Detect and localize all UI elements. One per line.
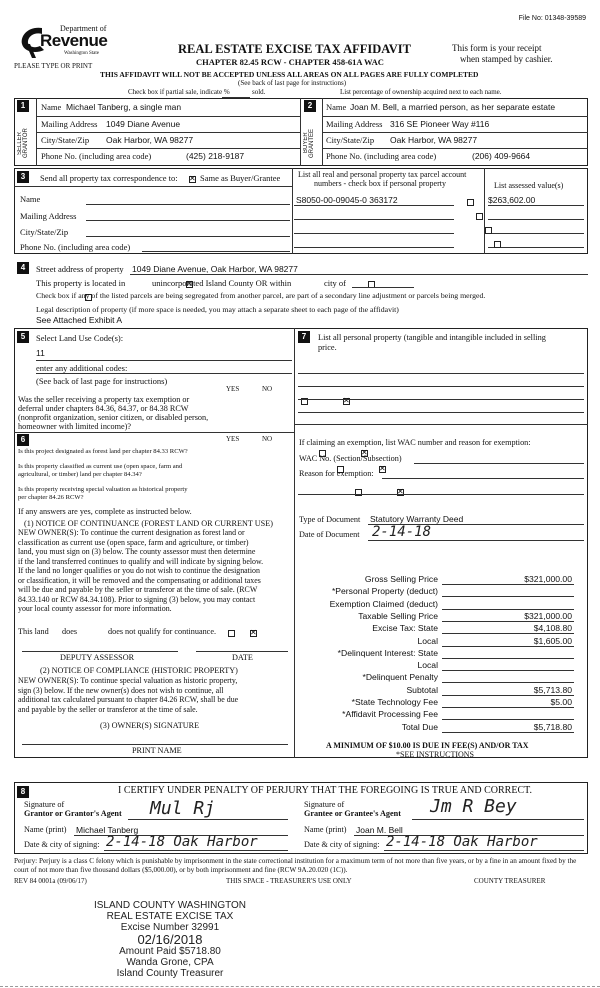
forest-question: Is this project designated as forest land per chapter 84.33 RCW? (18, 448, 188, 455)
sold-label: sold. (252, 88, 266, 96)
tax-row-label: Gross Selling Price (364, 574, 438, 584)
dor-logo (18, 22, 118, 60)
deputy-date-label: DATE (232, 653, 253, 662)
tax-row-label: Excise Tax: State (372, 623, 438, 634)
receipt-line-1: This form is your receipt (452, 43, 542, 53)
s5-no: NO (262, 385, 273, 393)
grantee-print-name[interactable]: Joan M. Bell (356, 825, 403, 835)
buyer-address-label: Mailing Address (326, 119, 383, 129)
legal-description-label: Legal description of property (if more space is needed, you may attach a separate sheet to each page of the affidavit) (36, 305, 399, 314)
current-use-q-2: agricultural, or timber) land per chapter 84.34? (18, 471, 142, 478)
logo-dept: Department of (60, 24, 107, 33)
tax-row-line (442, 658, 574, 659)
grantee-date-city[interactable]: 2-14-18 Oak Harbor (386, 834, 538, 850)
tax-row-line (442, 621, 574, 622)
city-of-label: city of (324, 278, 346, 288)
seller-city[interactable]: Oak Harbor, WA 98277 (106, 135, 194, 145)
certify-statement: I CERTIFY UNDER PENALTY OF PERJURY THAT THE FOREGOING IS TRUE AND CORRECT. (118, 785, 532, 796)
buyer-name[interactable]: Joan M. Bell, a married person, as her separate estate (350, 102, 556, 112)
tax-row-line (442, 719, 574, 720)
tax-row-label: *State Technology Fee (351, 697, 438, 707)
land-use-label: Select Land Use Code(s): (36, 333, 124, 343)
parcel-number[interactable]: S8050-00-09045-0 363172 (296, 195, 398, 205)
personal-property-label-1: List all personal property (tangible and intangible included in selling (318, 333, 546, 342)
does-qualify-checkbox[interactable] (228, 630, 235, 637)
grantor-sig-label-2: Grantor or Grantor's Agent (24, 809, 122, 818)
parcel-header-1: List all real and personal property tax parcel account (298, 170, 467, 179)
additional-codes-label: enter any additional codes: (36, 363, 128, 373)
please-type: PLEASE TYPE OR PRINT (14, 62, 93, 70)
grantee-sig-label-2: Grantee or Grantee's Agent (304, 809, 401, 818)
tax-row-label: Subtotal (406, 684, 438, 695)
located-label: This property is located in (36, 278, 126, 288)
notice-compliance-text: NEW OWNER(S): To continue special valuation as historic property, sign (3) below. If the new owner(s) does not wish to continue, all additional tax calculated pursuant to chapter 84.26 RCW, shall be due and payable by the seller or transferor at the time of sale. (18, 676, 239, 714)
buyer-side-label: BUYER GRANTEE (303, 128, 315, 158)
form-title: REAL ESTATE EXCISE TAX AFFIDAVIT (178, 42, 411, 56)
current-use-q-1: Is this property classified as current use (open space, farm and (18, 463, 183, 470)
tax-row-label: *Affidavit Processing Fee (342, 709, 438, 720)
s3-name-label: Name (20, 194, 41, 204)
buyer-phone[interactable]: (206) 409-9664 (472, 151, 531, 161)
grantor-print-label: Name (print) (24, 825, 67, 834)
land-use-code[interactable]: 11 (36, 348, 45, 358)
tax-row-label: Local (417, 660, 438, 671)
tax-row-label: Total Due (401, 721, 438, 732)
logo-state: Washington State (64, 51, 100, 56)
section-6-number: 6 (17, 434, 29, 446)
tax-row-value[interactable]: $1,605.00 (533, 635, 572, 646)
tax-row-value[interactable]: $321,000.00 (524, 574, 572, 584)
grantee-sig-label-1: Signature of (304, 800, 345, 809)
buyer-city[interactable]: Oak Harbor, WA 98277 (390, 135, 478, 145)
doc-type-label: Type of Document (299, 515, 361, 524)
s6-no: NO (262, 435, 273, 443)
claim-exemption-label: If claiming an exemption, list WAC number and reason for exemption: (299, 438, 531, 447)
section-2-number: 2 (304, 100, 316, 112)
tax-row-label: Local (417, 635, 438, 646)
tax-row-line (442, 695, 574, 696)
historic-q-2: per chapter 84.26 RCW? (18, 494, 84, 501)
seller-name[interactable]: Michael Tanberg, a single man (66, 102, 182, 112)
partial-sale-label: Check box if partial sale, indicate % (128, 88, 230, 96)
tax-row-line (442, 646, 574, 647)
historic-q-1: Is this property receiving special valuation as historical property (18, 486, 188, 493)
tax-row-value[interactable]: $4,108.80 (533, 623, 572, 634)
notice-continuance-title: (1) NOTICE OF CONTINUANCE (FOREST LAND OR CURRENT USE) (24, 519, 273, 528)
tax-row-line (442, 732, 574, 733)
tax-row-label: Taxable Selling Price (358, 610, 438, 621)
notice-continuance-text: NEW OWNER(S): To continue the current designation as forest land or classification as current use (open space, farm and agriculture, or timber) land, you must sign on (3) below. The county assessor must then determine if the land transferred continues to qualify and will indicate by signing below. If the land no longer qualifies or you do not wish to continue the designation or classification, it will be removed and the compensating or additional taxes will be due and payable by the seller or transferor at the time of sale. (RCW 84.33.140 or RCW 84.34.108). Prior to signing (3) below, you may contact your local county assessor for more information. (18, 528, 264, 613)
treasurer-space-label: THIS SPACE - TREASURER'S USE ONLY (226, 877, 352, 885)
buyer-name-label: Name (326, 102, 347, 112)
print-name-label: PRINT NAME (132, 746, 182, 755)
exemption-q-3: (nonprofit organization, senior citizen, or disabled person, (18, 413, 209, 422)
s3-city-label: City/State/Zip (20, 227, 69, 237)
grantee-signature[interactable]: Jm R Bey (430, 796, 517, 817)
tax-row-line (442, 596, 574, 597)
section-3-number: 3 (17, 171, 29, 183)
send-correspondence-label: Send all property tax correspondence to: (40, 173, 178, 183)
grantor-signature[interactable]: Mul Rj (150, 798, 216, 819)
this-land-label: This land (18, 627, 49, 636)
buyer-city-label: City/State/Zip (326, 135, 375, 145)
grantor-date-label: Date & city of signing: (24, 840, 100, 849)
tax-row-label: Exemption Claimed (deduct) (329, 598, 438, 609)
section-8-number: 8 (17, 786, 29, 798)
tax-row-label: *Delinquent Penalty (362, 672, 438, 683)
receipt-line-2: when stamped by cashier. (460, 54, 553, 64)
personal-property-label-2: price. (318, 343, 337, 352)
parcel-3-personal-checkbox[interactable] (485, 227, 492, 234)
wac-label: WAC No. (Section/Subsection) (299, 454, 402, 463)
legal-description[interactable]: See Attached Exhibit A (36, 315, 123, 325)
same-as-buyer-label: Same as Buyer/Grantee (200, 173, 281, 183)
current-use-no-checkbox[interactable] (379, 466, 386, 473)
assessed-value[interactable]: $263,602.00 (488, 195, 536, 205)
buyer-phone-label: Phone No. (including area code) (326, 151, 437, 161)
tax-row-line (442, 670, 574, 671)
seller-side-label: SELLER GRANTOR (17, 128, 29, 158)
seller-phone-label: Phone No. (including area code) (41, 151, 152, 161)
doc-date-label: Date of Document (299, 530, 360, 539)
segregated-label: Check box if any of the listed parcels are being segregated from another parcel, are part of a secondary line adjustment or parcels being merged. (36, 291, 486, 300)
ownership-note: List percentage of ownership acquired next to each name. (340, 88, 502, 96)
treasurer-stamp: ISLAND COUNTY WASHINGTON REAL ESTATE EXCISE TAX Excise Number 32991 02/16/2018 Amount Paid $5718.80 Wanda Grone, CPA Island County Treasurer (93, 900, 247, 979)
tax-row-value[interactable]: $5.00 (550, 697, 572, 707)
form-chapter: CHAPTER 82.45 RCW - CHAPTER 458-61A WAC (196, 57, 384, 67)
land-use-see-back: (See back of last page for instructions) (36, 376, 168, 386)
grantee-date-label: Date & city of signing: (304, 840, 380, 849)
assessed-header: List assessed value(s) (494, 181, 564, 190)
logo-name: Revenue (40, 31, 108, 50)
tax-row-line (442, 633, 574, 634)
doc-date[interactable]: 2-14-18 (372, 524, 432, 540)
seller-city-label: City/State/Zip (41, 135, 90, 145)
exemption-q-4: homeowner with limited income)? (18, 422, 132, 431)
owner-signature-label: (3) OWNER(S) SIGNATURE (100, 721, 200, 730)
s3-phone-label: Phone No. (including area code) (20, 242, 131, 252)
tax-row-label: *Personal Property (deduct) (331, 586, 438, 597)
buyer-address[interactable]: 316 SE Pioneer Way #116 (390, 119, 490, 129)
form-revision: REV 84 0001a (09/06/17) (14, 877, 87, 885)
see-back: (See back of last page for instructions) (238, 79, 347, 87)
exemption-q-2: deferral under chapters 84.36, 84.37, or 84.38 RCW (18, 404, 189, 413)
seller-address[interactable]: 1049 Diane Avenue (106, 119, 181, 129)
s3-address-label: Mailing Address (20, 211, 77, 221)
street-label: Street address of property (36, 264, 124, 274)
parcel-2-personal-checkbox[interactable] (476, 213, 483, 220)
seller-name-label: Name (41, 102, 62, 112)
section-1-number: 1 (17, 100, 29, 112)
file-number: File No: 01348-39589 (518, 15, 586, 22)
tax-row-value[interactable]: $321,000.00 (524, 610, 572, 621)
tax-row-line (442, 682, 574, 683)
grantor-sig-label-1: Signature of (24, 800, 65, 809)
tax-row-line (442, 707, 574, 708)
section-4-number: 4 (17, 262, 29, 274)
doc-type[interactable]: Statutory Warranty Deed (370, 514, 464, 524)
tax-row-line (442, 609, 574, 610)
does-not-qualify-checkbox[interactable] (250, 630, 257, 637)
warning: THIS AFFIDAVIT WILL NOT BE ACCEPTED UNLESS ALL AREAS ON ALL PAGES ARE FULLY COMPLETED (100, 70, 479, 79)
minimum-due: A MINIMUM OF $10.00 IS DUE IN FEE(S) AND/OR TAX (326, 741, 529, 750)
tax-row-label: *Delinquent Interest: State (337, 647, 438, 658)
grantor-print-name[interactable]: Michael Tanberg (76, 825, 139, 835)
county-treasurer-label: COUNTY TREASURER (474, 877, 546, 885)
section-5-number: 5 (17, 331, 29, 343)
tax-row-value[interactable]: $5,718.80 (533, 721, 572, 732)
s6-yes: YES (226, 435, 240, 443)
if-yes-instruction: If any answers are yes, complete as instructed below. (18, 507, 192, 516)
street-address[interactable]: 1049 Diane Avenue, Oak Harbor, WA 98277 (132, 264, 298, 274)
parcel-4-personal-checkbox[interactable] (494, 241, 501, 248)
see-instructions: *SEE INSTRUCTIONS (396, 750, 475, 759)
section-7-number: 7 (298, 331, 310, 343)
seller-address-label: Mailing Address (41, 119, 98, 129)
tax-row-value[interactable]: $5,713.80 (533, 684, 572, 695)
exemption-q-1: Was the seller receiving a property tax exemption or (18, 395, 190, 404)
grantor-date-city[interactable]: 2-14-18 Oak Harbor (106, 834, 258, 850)
does-not-label: does not qualify for continuance. (108, 627, 216, 636)
s5-yes: YES (226, 385, 240, 393)
parcel-1-personal-checkbox[interactable] (467, 199, 474, 206)
unincorporated-label: unincorporated Island County OR within (152, 278, 292, 288)
same-as-buyer-checkbox[interactable] (189, 176, 196, 183)
reason-label: Reason for exemption: (299, 469, 374, 478)
seller-phone[interactable]: (425) 218-9187 (186, 151, 245, 161)
notice-compliance-title: (2) NOTICE OF COMPLIANCE (HISTORIC PROPERTY) (40, 666, 238, 675)
parcel-header-2: numbers - check box if personal property (314, 179, 446, 188)
grantee-print-label: Name (print) (304, 825, 347, 834)
perjury-notice: Perjury: Perjury is a class C felony which is punishable by imprisonment in the state correctional institution for a maximum term of not more than five years, or by a fine in an amount fixed by the court of not more than five thousand dollars ($5,000.00), or by both imprisonment and fine (RCW 9A.20.020 (1C)). (14, 857, 577, 874)
deputy-assessor-label: DEPUTY ASSESSOR (60, 653, 135, 662)
tax-row-line (442, 584, 574, 585)
does-label: does (62, 627, 78, 636)
